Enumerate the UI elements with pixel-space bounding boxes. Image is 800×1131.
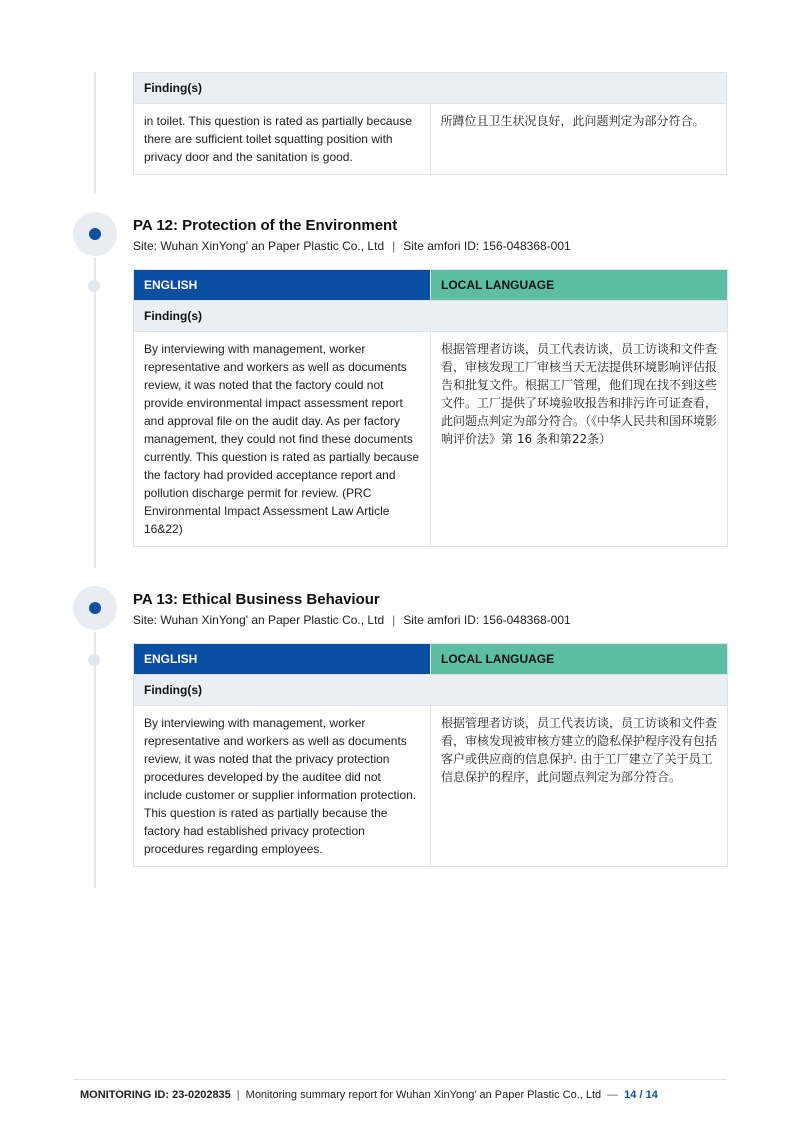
finding-local-text: 根据管理者访谈，员工代表访谈，员工访谈和文件查看，审核发现工厂审核当天无法提供环境影响评估报告和批复文件。根据工厂管理，他们现在找不到这些文件。工厂提供了环境验收报告和排污许可证查看，此问题点判定为部分符合。（《中华人民共和国环境影响评价法》第 16 条和第22条） [431,332,728,547]
page-footer [80,1089,658,1101]
site-amfori-id: Site amfori ID: 156-048368-001 [403,239,571,253]
local-language-header: LOCAL LANGUAGE [431,270,728,301]
site-info-pa13 [133,613,571,627]
footer-dash: — [607,1089,619,1101]
timeline-dot-icon [89,602,101,614]
site-separator: | [392,239,396,253]
timeline-marker [73,212,117,256]
finding-table-pa13 [133,643,728,867]
section-title-pa12: PA 12: Protection of the Environment [133,217,398,234]
finding-english-text: By interviewing with management, worker representative and workers as well as documents review, it was noted that the factory could not provide environmental impact assessment report and approval file on the audit day. As per factory management, they could not find these documents currently. This question is rated as partially because the factory had provided acceptance report and pollution discharge permit for review. (PRC Environmental Impact Assessment Law Article 16&22) [134,332,431,547]
finding-header-row [134,73,727,104]
page-number: 14 / 14 [624,1089,658,1101]
finding-label: Finding(s) [134,301,728,332]
finding-table-continued [133,72,727,175]
timeline-node-icon [88,280,100,292]
site-name: Site: Wuhan XinYong' an Paper Plastic Co., Ltd [133,239,385,253]
finding-english-text: By interviewing with management, worker representative and workers as well as documents review, it was noted that the privacy protection procedures developed by the auditee did not include customer or supplier information protection. This question is rated as partially because the factory had established privacy protection procedures regarding employees. [134,706,431,867]
language-header-row [134,644,728,675]
site-name: Site: Wuhan XinYong' an Paper Plastic Co., Ltd [133,613,385,627]
finding-header-row [134,675,728,706]
finding-local-text: 根据管理者访谈，员工代表访谈，员工访谈和文件查看，审核发现被审核方建立的隐私保护程序没有包括客户或供应商的信息保护. 由于工厂建立了关于员工信息保护的程序，此问题点判定为部分符合。 [431,706,728,867]
site-amfori-id: Site amfori ID: 156-048368-001 [403,613,571,627]
finding-header-row [134,301,728,332]
timeline-line [94,258,96,568]
timeline-line [94,72,96,194]
footer-summary: Monitoring summary report for Wuhan XinYong' an Paper Plastic Co., Ltd [245,1089,602,1101]
monitoring-id: MONITORING ID: 23-0202835 [80,1089,231,1101]
local-language-header: LOCAL LANGUAGE [431,644,728,675]
english-header: ENGLISH [134,270,431,301]
language-header-row [134,270,728,301]
timeline-line [94,632,96,888]
finding-table-pa12 [133,269,728,547]
site-info-pa12 [133,239,571,253]
finding-local-text: 所蹲位且卫生状况良好，此问题判定为部分符合。 [430,104,727,175]
finding-content-row [134,332,728,547]
finding-english-text: in toilet. This question is rated as partially because there are sufficient toilet squatting position with privacy door and the sanitation is good. [134,104,431,175]
footer-divider [73,1079,727,1080]
site-separator: | [392,613,396,627]
english-header: ENGLISH [134,644,431,675]
finding-content-row [134,104,727,175]
finding-label: Finding(s) [134,675,728,706]
timeline-dot-icon [89,228,101,240]
finding-label: Finding(s) [134,73,727,104]
finding-content-row [134,706,728,867]
timeline-marker [73,586,117,630]
footer-separator: | [236,1089,240,1101]
timeline-node-icon [88,654,100,666]
section-title-pa13: PA 13: Ethical Business Behaviour [133,591,380,608]
